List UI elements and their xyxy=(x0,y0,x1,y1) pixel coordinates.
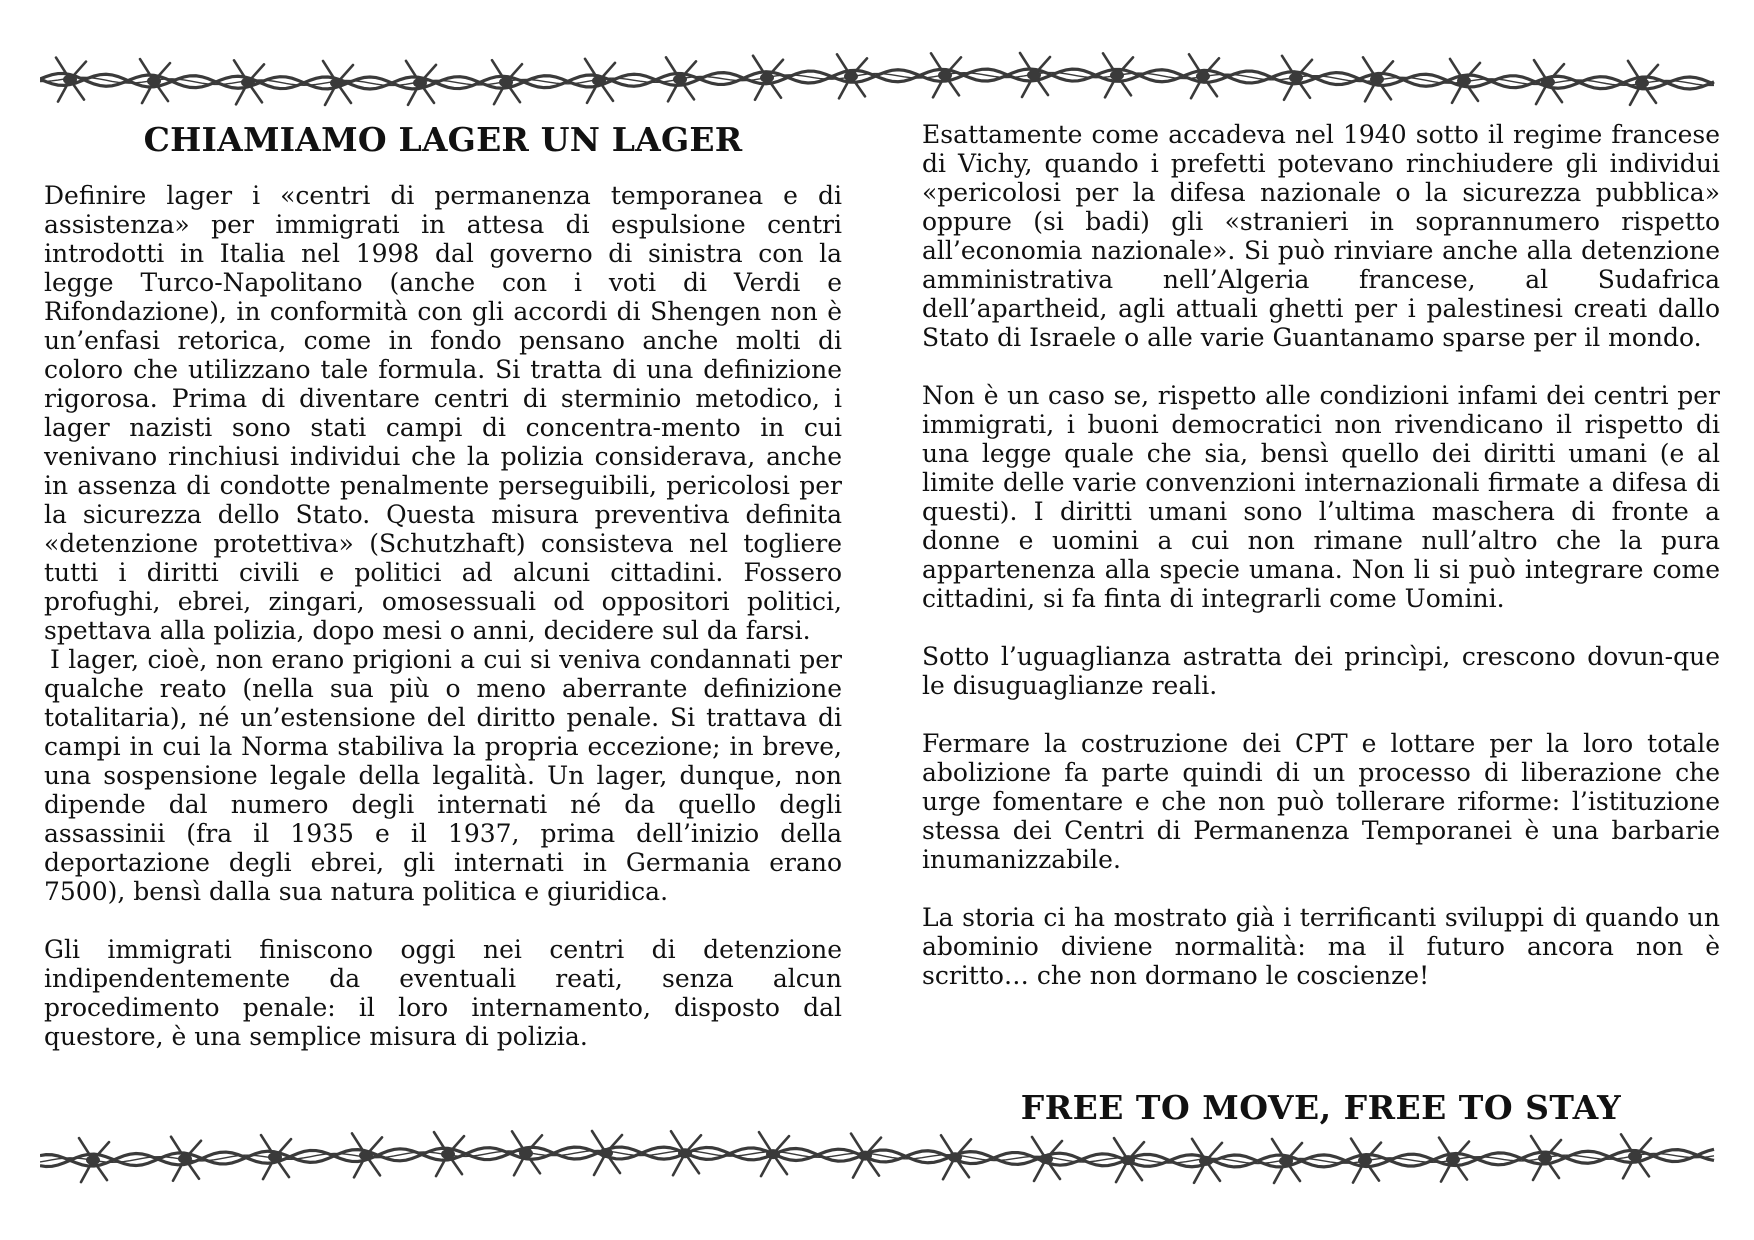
barb xyxy=(1103,53,1133,97)
paragraph-lager-nature: I lager, cioè, non erano prigioni a cui si veniva condannati per qualche reato (nella sua più o meno aberrante definizione totalitaria), né un’estensione del diritto penale. Si trattava di campi in cui la Norma stabiliva la propria eccezione; in breve, una sospensione legale della legalità. Un lager, dunque, non dipende dal numero degli internati né da quello degli assassinii (fra il 1935 e il 1937, prima dell’inizio della deportazione degli ebrei, gli internati in Germania erano 7500), bensì dalla sua natura politica e giuridica. xyxy=(44,645,842,906)
barb xyxy=(1621,1134,1651,1178)
left-column xyxy=(44,120,842,1051)
paragraph-immigrants-detention: Gli immigrati finiscono oggi nei centri di detenzione indipendentemente da eventuali reati, senza alcun procedimento penale: il loro internamento, disposto dal questore, è una semplice misura di polizia. xyxy=(44,935,842,1051)
paragraph-human-rights: Non è un caso se, rispetto alle condizioni infami dei centri per immigrati, i buoni democratici non rivendicano il rispetto di una legge quale che sia, bensì quello dei diritti umani (e al limite delle varie convenzioni internazionali firmate a difesa di questi). I diritti umani sono l’ultima maschera di fronte a donne e uomini a cui non rimane null’altro che la pura appartenenza alla specie umana. Non li si può integrare come cittadini, si fa finta di integrarli come Uomini. xyxy=(922,381,1720,613)
barb xyxy=(851,1134,881,1178)
barb xyxy=(140,59,170,103)
barb xyxy=(759,1132,789,1176)
paragraph-equality: Sotto l’uguaglianza astratta dei princìpi, crescono dovun-que le disuguaglianze reali. xyxy=(922,642,1720,700)
barb xyxy=(671,1131,701,1175)
barb xyxy=(1189,54,1219,98)
barb xyxy=(1114,1138,1144,1182)
barb xyxy=(512,1131,542,1175)
barb xyxy=(1351,1139,1381,1183)
barb xyxy=(666,57,696,101)
article-title: CHIAMIAMO LAGER UN LAGER xyxy=(143,120,743,159)
barb xyxy=(434,1132,464,1176)
barb xyxy=(1450,59,1480,103)
barb xyxy=(492,60,522,104)
barb xyxy=(1531,1136,1561,1180)
paragraph-cpt-abolition: Fermare la costruzione dei CPT e lottare per la loro totale abolizione fa parte quindi di un processo di liberazione che urge fomentare e che non può tollerare riforme: l’istituzione stessa dei Centri di Permanenza Temporanei è una barbarie inumanizzabile. xyxy=(922,729,1720,874)
barb xyxy=(1628,61,1658,105)
barb xyxy=(1020,53,1050,97)
barb xyxy=(1282,56,1312,100)
barb xyxy=(931,53,961,97)
barbed-wire-bottom-border xyxy=(40,1122,1718,1192)
barb xyxy=(79,1138,109,1182)
barb xyxy=(1363,57,1393,101)
paragraph-vichy-comparison: Esattamente come accadeva nel 1940 sotto il regime francese di Vichy, quando i prefetti potevano rinchiudere gli individui «pericolosi per la difesa nazionale o la sicurezza pubblica» oppure (si badi) gli «stranieri in soprannumero rispetto all’economia nazionale». Si può rinviare anche alla detenzione amministrativa nell’Algeria francese, al Sudafrica dell’apartheid, agli attuali ghetti per i palestinesi creati dallo Stato di Israele o alle varie Guantanamo sparse per il mondo. xyxy=(922,120,1720,352)
barbed-wire-top-border xyxy=(40,44,1718,114)
barb xyxy=(753,56,783,100)
paragraph-lager-definition: Definire lager i «centri di permanenza temporanea e di assistenza» per immigrati in attesa di espulsione centri introdotti in Italia nel 1998 dal governo di sinistra con la legge Turco-Napolitano (anche con i voti di Verdi e Rifondazione), in conformità con gli accordi di Shengen non è un’enfasi retorica, come in fondo pensano anche molti di coloro che utilizzano tale formula. Si tratta di una definizione rigorosa. Prima di diventare centri di sterminio metodico, i lager nazisti sono stati campi di concentra-mento in cui venivano rinchiusi individui che la polizia considerava, anche in assenza di condotte penalmente perseguibili, pericolosi per la sicurezza dello Stato. Questa misura preventiva definita «detenzione protettiva» (Schutzhaft) consisteva nel togliere tutti i diritti civili e politici ad alcuni cittadini. Fossero profughi, ebrei, zingari, omosessuali od oppositori politici, spettava alla polizia, dopo mesi o anni, decidere sul da farsi. xyxy=(44,181,842,645)
paragraph-history-warning: La storia ci ha mostrato già i terrificanti sviluppi di quando un abominio diviene normalità: ma il futuro ancora non è scritto… che non dormano le coscienze! xyxy=(922,903,1720,990)
closing-slogan: FREE TO MOVE, FREE TO STAY xyxy=(1020,1088,1622,1127)
barb xyxy=(837,54,867,98)
right-column xyxy=(922,120,1720,990)
barb xyxy=(1439,1138,1469,1182)
